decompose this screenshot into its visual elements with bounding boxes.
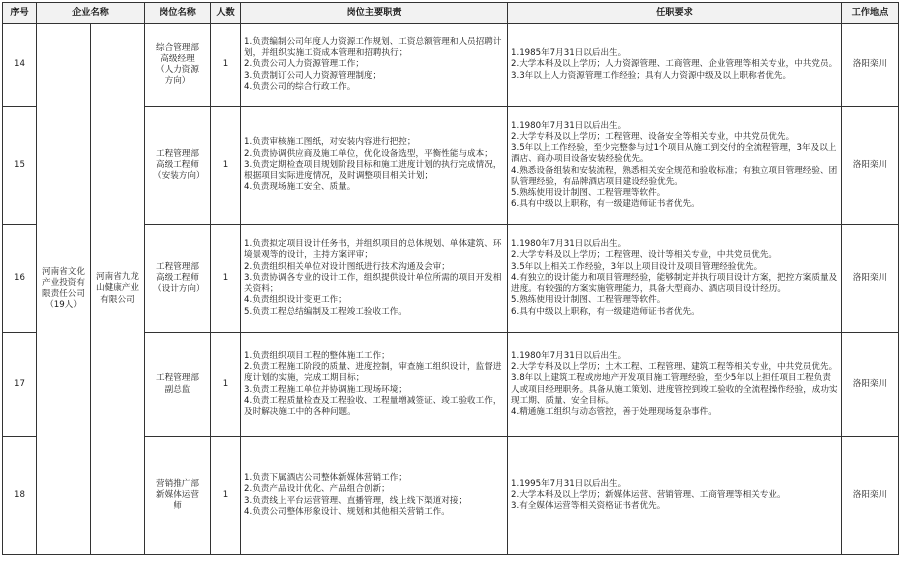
- requirements-cell: [508, 24, 842, 107]
- requirements-cell: [508, 107, 842, 225]
- requirement-line: 4.熟悉设备组装和安装流程，熟悉相关安全规范和验收标准；有独立项目管理经验、团队管理经验，有品牌酒店项目建设经验优先。: [511, 165, 838, 187]
- requirement-line: 2.大学专科及以上学历；工程管理、设计等相关专业，中共党员优先。: [511, 250, 778, 261]
- headcount: 1: [211, 24, 241, 107]
- row-no: 17: [3, 333, 37, 437]
- duty-line: 2.负责协调供应商及施工单位，优化设备选型，平衡性能与成本；: [244, 148, 493, 159]
- header-requirements: 任职要求: [508, 3, 842, 24]
- work-location: 洛阳栾川: [842, 437, 899, 555]
- duty-line: 4.负责公司整体形象设计、规划和其他相关营销工作。: [244, 506, 450, 517]
- duty-line: 3.负责工程施工单位并协调施工现场环境；: [244, 384, 407, 395]
- headcount: 1: [211, 225, 241, 333]
- duty-line: 3.负责协调各专业的设计工作，组织提供设计单位所需的项目开发相关资料；: [244, 272, 502, 295]
- duty-line: 1.负责拟定项目设计任务书，并组织项目的总体规划、单体建筑、环境景观等的设计，主持方案评审；: [244, 239, 502, 261]
- requirement-line: 2.大学本科及以上学历；新媒体运营、营销管理、工商管理等相关专业。: [511, 489, 786, 500]
- requirement-line: 5.熟练使用设计制图、工程管理等软件。: [511, 295, 666, 306]
- requirement-line: 4.精通施工组织与动态管控，善于处理现场复杂事件。: [511, 406, 717, 417]
- requirement-line: 2.大学专科及以上学历；土木工程、工程管理、建筑工程等相关专业，中共党员优先。: [511, 362, 838, 373]
- duty-line: 2.负责产品设计优化、产品组合创新；: [244, 484, 390, 495]
- row-no: 15: [3, 107, 37, 225]
- duty-line: 4.负责组织设计变更工作；: [244, 295, 347, 306]
- requirement-line: 6.具有中级以上职称，有一级建造师证书者优先。: [511, 306, 700, 317]
- requirement-line: 3.3年以上人力资源管理工作经验；具有人力资源中级及以上职称者优先。: [511, 70, 792, 81]
- duty-line: 4.负责现场施工安全、质量。: [244, 182, 356, 193]
- requirements-cell: [508, 333, 842, 437]
- duty-line: 4.负责工程质量检查及工程验收、工程量增减签证、竣工验收工作，及时解决施工中的各种问题。: [244, 395, 502, 417]
- header-no: 序号: [3, 3, 37, 24]
- requirement-line: 6.具有中级以上职称，有一级建造师证书者优先。: [511, 199, 700, 210]
- headcount: 1: [211, 437, 241, 555]
- requirements-cell: [508, 225, 842, 333]
- requirement-line: 1.1980年7月31日以后出生。: [511, 350, 627, 361]
- requirements-cell: [508, 437, 842, 555]
- duties-cell: [241, 225, 508, 333]
- duty-line: 1.负责组织项目工程的整体施工工作；: [244, 350, 390, 361]
- requirement-line: 1.1985年7月31日以后出生。: [511, 48, 627, 59]
- work-location: 洛阳栾川: [842, 333, 899, 437]
- sub-company: 河南省九龙山健康产业有限公司: [91, 24, 145, 555]
- requirement-line: 3.5年以上工作经验，至少完整参与过1个项目从施工到交付的全流程管理，3年及以上酒店、商办项目设备安装经验优先。: [511, 143, 837, 165]
- duty-line: 1.负责下属酒店公司整体新媒体营销工作；: [244, 473, 407, 484]
- duty-line: 5.负责工程总结编制及工程竣工验收工作。: [244, 306, 407, 317]
- header-location: 工作地点: [842, 3, 899, 24]
- duty-line: 2.负责公司人力资源管理工作；: [244, 59, 364, 70]
- requirement-line: 3.有全媒体运营等相关资格证书者优先。: [511, 501, 666, 512]
- duty-line: 3.负责定期检查项目规划阶段目标和施工进度计划的执行完成情况，根据项目实际进度情况，及时调整项目相关计划；: [244, 159, 502, 182]
- header-row: [3, 3, 899, 24]
- position-name: 营销推广部新媒体运营师: [145, 437, 211, 555]
- position-name: 工程管理部高级工程师（设计方向）: [145, 225, 211, 333]
- requirement-line: 2.大学本科及以上学历；人力资源管理、工商管理、企业管理等相关专业，中共党员。: [511, 59, 838, 70]
- requirement-line: 2.大学专科及以上学历；工程管理、设备安全等相关专业，中共党员优先。: [511, 131, 795, 142]
- requirement-line: 1.1995年7月31日以后出生。: [511, 478, 627, 489]
- parent-company: 河南省文化产业投资有限责任公司（19人）: [37, 24, 91, 555]
- row-no: 14: [3, 24, 37, 107]
- requirement-line: 1.1980年7月31日以后出生。: [511, 239, 627, 250]
- duties-cell: [241, 107, 508, 225]
- duty-line: 1.负责编制公司年度人力资源工作规划、工资总额管理和人员招聘计划，并组织实施工资成本管理和招聘执行；: [244, 36, 502, 59]
- requirement-line: 3.8年以上建筑工程或房地产开发项目施工管理经验，至少5年以上担任项目工程负责人或项目经理职务。具备从施工策划、进度管控到竣工验收的全流程操作经验，成功实现工期、质量、安全目标。: [511, 373, 838, 406]
- work-location: 洛阳栾川: [842, 107, 899, 225]
- position-name: 工程管理部副总监: [145, 333, 211, 437]
- headcount: 1: [211, 107, 241, 225]
- duty-line: 4.负责公司的综合行政工作。: [244, 81, 356, 92]
- duty-line: 3.负责制订公司人力资源管理制度；: [244, 70, 382, 81]
- work-location: 洛阳栾川: [842, 225, 899, 333]
- requirement-line: 5.熟练使用设计制图、工程管理等软件。: [511, 187, 666, 198]
- header-position: 岗位名称: [145, 3, 211, 24]
- duty-line: 3.负责线上平台运营管理、直播管理，线上线下渠道对接；: [244, 495, 468, 506]
- duty-line: 1.负责审核施工图纸，对安装内容进行把控；: [244, 137, 416, 148]
- table-row: [3, 24, 899, 107]
- header-count: 人数: [211, 3, 241, 24]
- headcount: 1: [211, 333, 241, 437]
- requirement-line: 3.5年以上相关工作经验，3年以上项目设计及项目管理经验优先。: [511, 261, 763, 272]
- duty-line: 2.负责组织相关单位对设计图纸进行技术沟通及会审；: [244, 261, 450, 272]
- duty-line: 2.负责工程施工阶段的质量、进度控制，审查施工组织设计，监督进度计划的实施，完成工期目标；: [244, 362, 502, 384]
- recruitment-table: [2, 2, 899, 555]
- duties-cell: [241, 333, 508, 437]
- row-no: 16: [3, 225, 37, 333]
- row-no: 18: [3, 437, 37, 555]
- duties-cell: [241, 437, 508, 555]
- requirement-line: 4.有独立的设计能力和项目管理经验，能够制定并执行项目设计方案，把控方案质量及进度。有较强的方案实施管理能力，具备大型商办、酒店项目设计经历。: [511, 272, 838, 295]
- header-duties: 岗位主要职责: [241, 3, 508, 24]
- work-location: 洛阳栾川: [842, 24, 899, 107]
- header-company: 企业名称: [37, 3, 145, 24]
- position-name: 工程管理部高级工程师（安装方向）: [145, 107, 211, 225]
- requirement-line: 1.1980年7月31日以后出生。: [511, 120, 627, 131]
- position-name: 综合管理部高级经理（人力资源方向）: [145, 24, 211, 107]
- duties-cell: [241, 24, 508, 107]
